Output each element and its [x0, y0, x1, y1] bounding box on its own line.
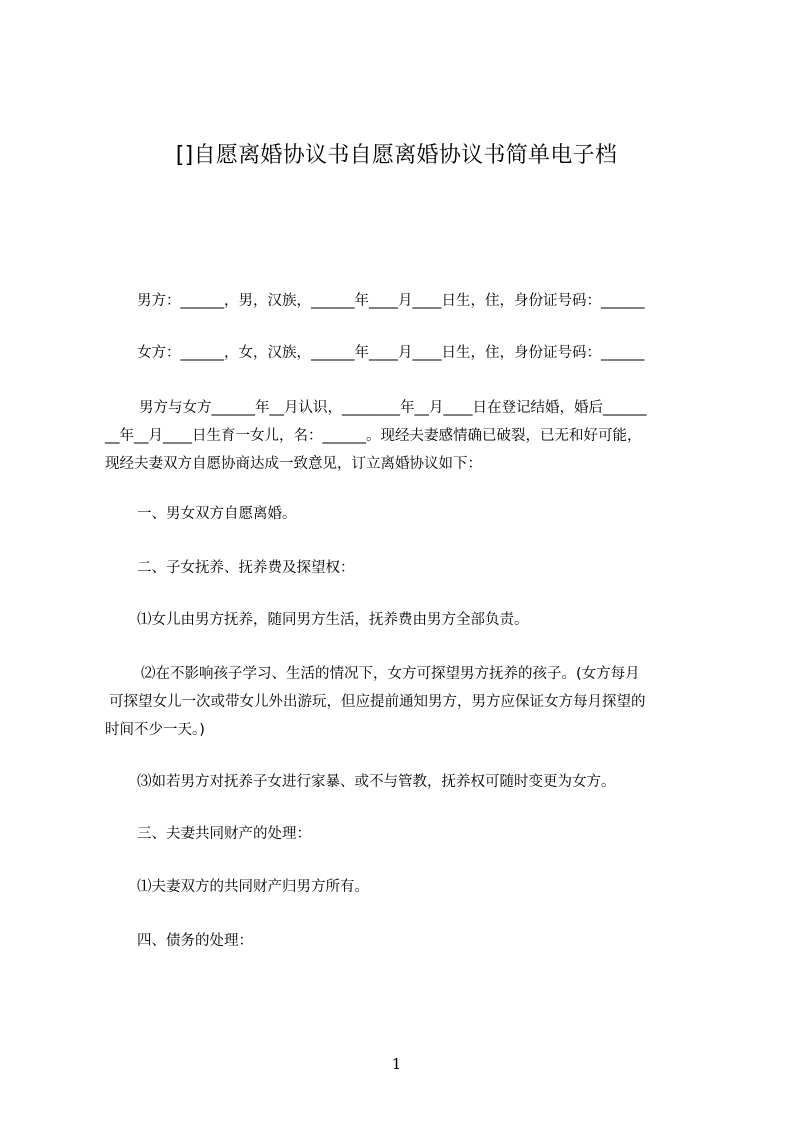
section-2-text: 二、子女抚养、抚养费及探望权：	[137, 560, 355, 576]
clause-2-1	[105, 606, 700, 634]
clause-2-2-line: 可探望女儿一次或带女儿外出游玩，但应提前通知男方，男方应保证女方每月探望的	[109, 694, 646, 710]
section-1-text: 一、男女双方自愿离婚。	[137, 506, 297, 522]
clause-2-2	[105, 660, 700, 744]
clause-2-2-line: ⑵在不影响孩子学习、生活的情况下，女方可探望男方抚养的孩子。(女方每月	[141, 666, 640, 682]
section-3-text: 三、夫妻共同财产的处理：	[137, 826, 311, 842]
section-2-heading	[105, 554, 700, 582]
clause-2-2-line: 时间不少一天。)	[105, 722, 205, 738]
section-1-heading	[105, 500, 700, 528]
intro-line: 现经夫妻双方自愿协商达成一致意见，订立离婚协议如下：	[105, 456, 482, 472]
clause-2-1-text: ⑴女儿由男方抚养，随同男方生活，抚养费由男方全部负责。	[137, 612, 529, 628]
clause-2-3-text: ⑶如若男方对抚养子女进行家暴、或不与管教，抚养权可随时变更为女方。	[137, 774, 616, 790]
section-4-heading	[105, 927, 700, 955]
intro-line: 男方与女方______年__月认识，________年__月____日在登记结婚，婚后______	[139, 400, 647, 416]
section-4-text: 四、债务的处理：	[137, 933, 253, 949]
intro-line: __年__月____日生育一女儿，名：______。现经夫妻感情确已破裂，已无和好可能，	[105, 428, 642, 444]
clause-3-1-text: ⑴夫妻双方的共同财产归男方所有。	[137, 879, 369, 895]
female-party-line: 女方：______，女，汉族，______年____月____日生，住，身份证号码：______	[137, 345, 645, 361]
clause-2-3	[105, 768, 700, 796]
female-party-paragraph	[105, 339, 700, 367]
page-number: 1	[391, 1055, 402, 1073]
section-3-heading	[105, 820, 700, 848]
document-title: []自愿离婚协议书自愿离婚协议书简单电子档	[175, 143, 618, 168]
clause-3-1	[105, 873, 700, 901]
intro-paragraph	[105, 394, 700, 478]
male-party-paragraph	[105, 287, 700, 315]
male-party-line: 男方：______，男，汉族，______年____月____日生，住，身份证号码：______	[137, 293, 645, 309]
